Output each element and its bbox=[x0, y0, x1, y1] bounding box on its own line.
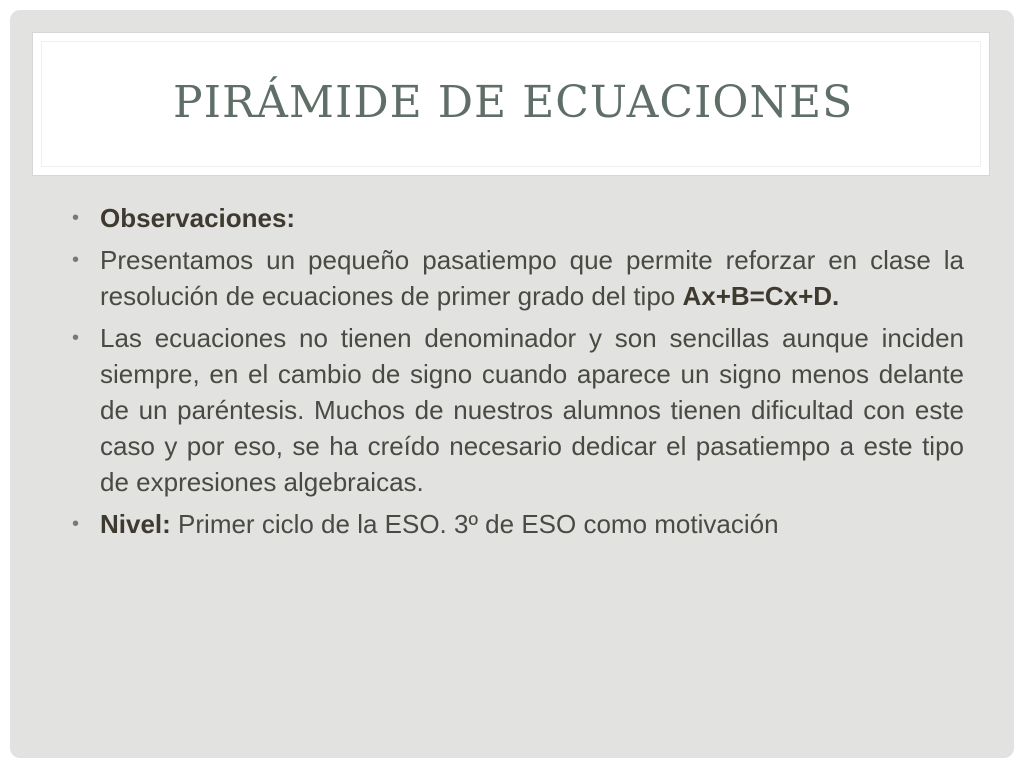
bullet-presentamos bbox=[72, 242, 964, 314]
slide bbox=[10, 10, 1014, 758]
bullet-observaciones bbox=[72, 200, 964, 236]
bullet-marker: • bbox=[72, 513, 80, 535]
bullet-marker: • bbox=[72, 327, 80, 349]
bullet-marker: • bbox=[72, 249, 80, 271]
bullet-text: Primer ciclo de la ESO. 3º de ESO como motivación bbox=[170, 509, 779, 539]
title-box bbox=[32, 32, 990, 176]
slide-title: PIRÁMIDE DE ECUACIONES bbox=[173, 77, 854, 128]
bullet-nivel bbox=[72, 506, 964, 542]
bullet-list bbox=[72, 200, 964, 548]
bullet-text: Las ecuaciones no tienen denominador y son sencillas aunque inciden siempre, en el cambio de signo cuando aparece un signo menos delante de un paréntesis. Muchos de nuestros alumnos tienen dificultad con este caso y por eso, se ha creído necesario dedicar el pasatiempo a este tipo de expresiones algebraicas. bbox=[100, 323, 964, 497]
bullet-marker: • bbox=[72, 207, 80, 229]
bullet-heading: Observaciones: bbox=[100, 203, 296, 233]
equation-type: Ax+B=Cx+D. bbox=[682, 281, 840, 311]
bullet-ecuaciones bbox=[72, 320, 964, 500]
bullet-heading: Nivel: bbox=[100, 509, 171, 539]
bullet-text: Presentamos un pequeño pasatiempo que permite reforzar en clase la resolución de ecuaciones de primer grado del tipo bbox=[100, 245, 964, 311]
